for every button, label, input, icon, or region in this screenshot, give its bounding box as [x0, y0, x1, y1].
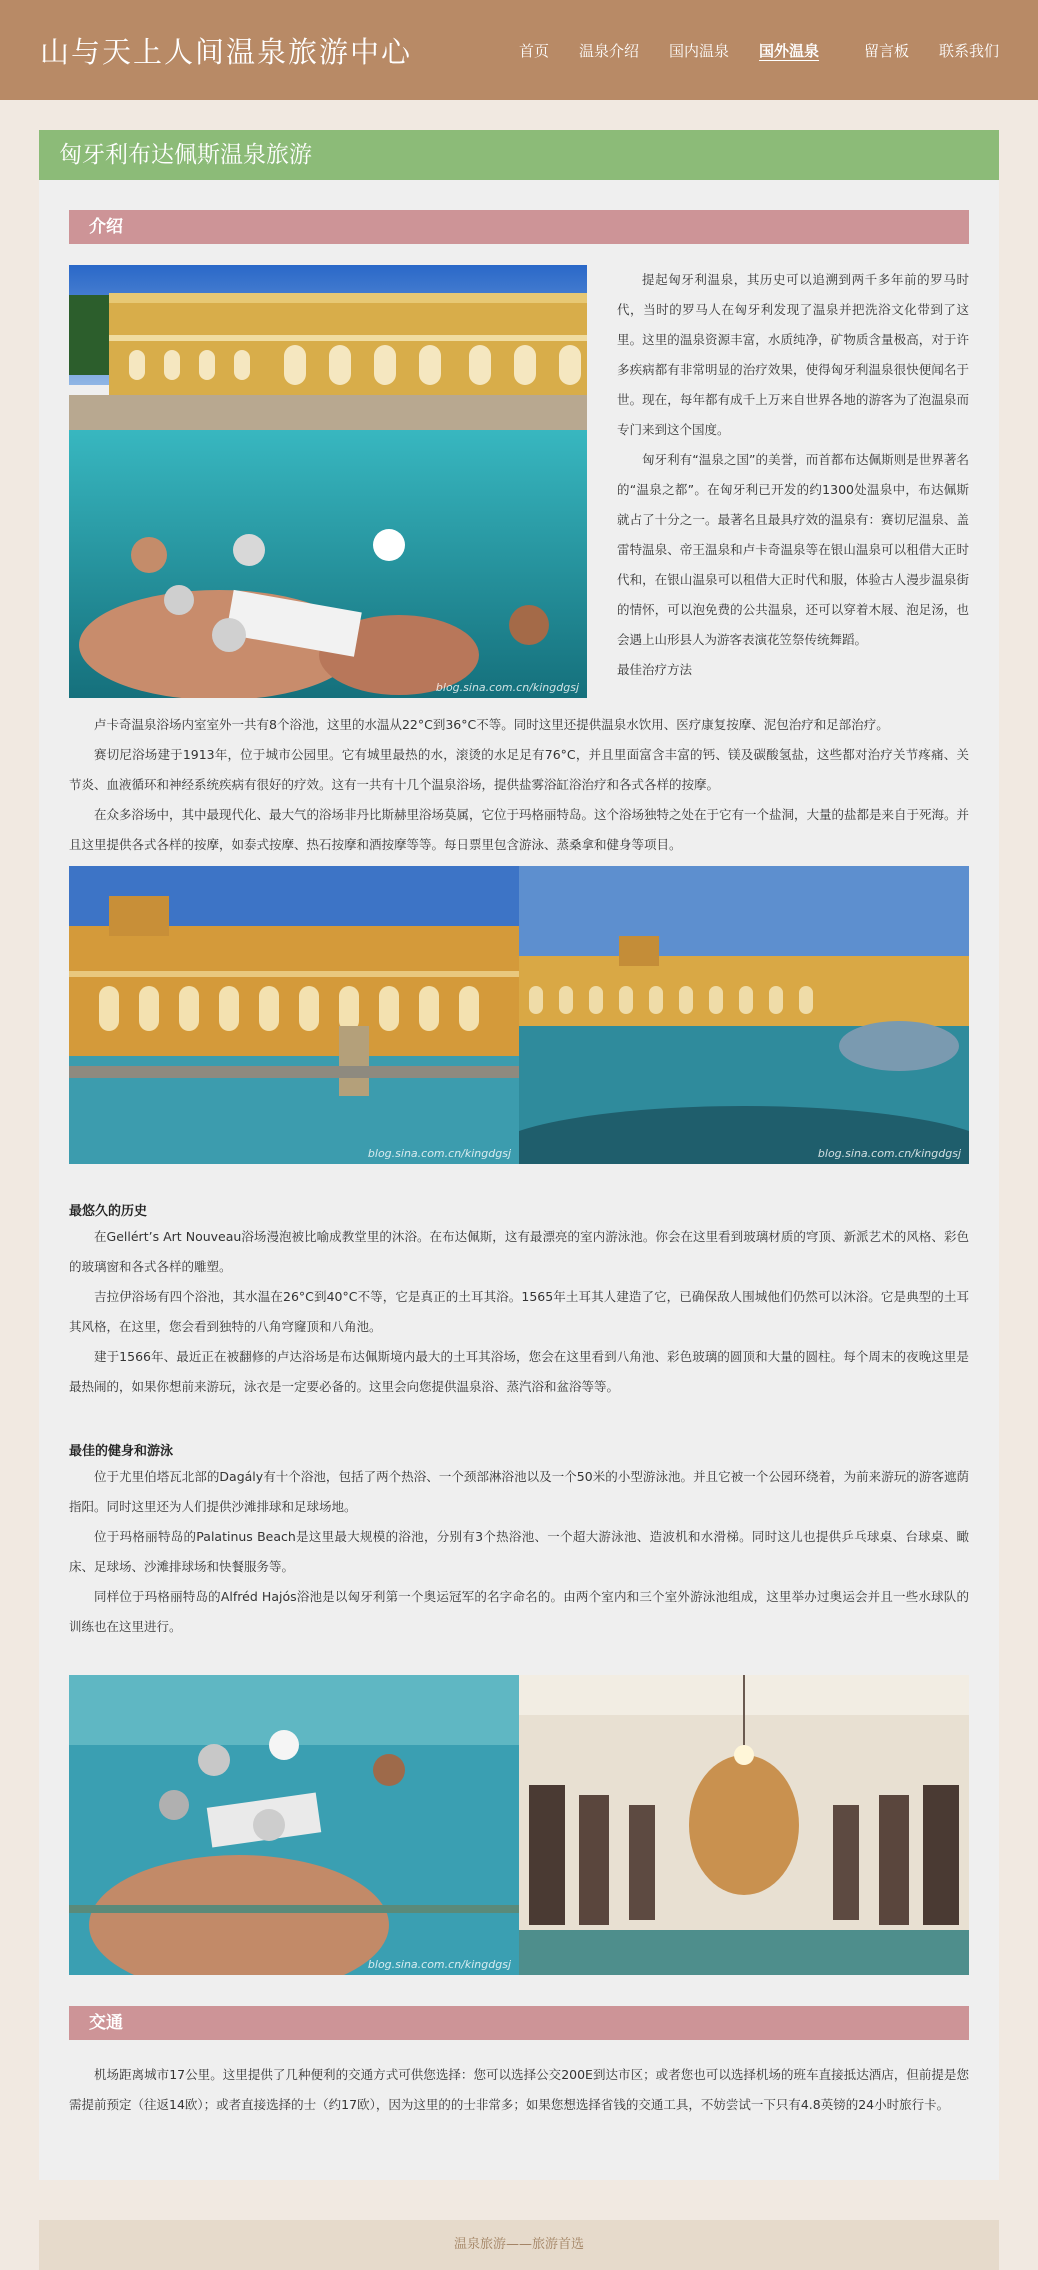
intro-paragraph: 在众多浴场中，其中最现代化、最大气的浴场非丹比斯赫里浴场莫属，它位于玛格丽特岛。这个浴场独特之处在于它有一个盐洞，大量的盐都是来自于死海。并且这里提供各式各样的按摩，如泰式按摩、热石按摩和酒按摩等等。每日票里包含游泳、蒸桑拿和健身等项目。 — [69, 807, 970, 852]
page-title: 匈牙利布达佩斯温泉旅游 — [39, 130, 999, 180]
bath-photo-panorama — [519, 866, 969, 1164]
photo-watermark: blog.sina.com.cn/kingdgsj — [817, 1147, 961, 1160]
photo-watermark: blog.sina.com.cn/kingdgsj — [367, 1958, 511, 1971]
intro-paragraph: 卢卡奇温泉浴场内室室外一共有8个浴池，这里的水温从22°C到36°C不等。同时这里还提供温泉水饮用、医疗康复按摩、泥包治疗和足部治疗。 — [94, 717, 889, 732]
bath-photo-interior — [519, 1675, 969, 1975]
nav-contact[interactable]: 联系我们 — [939, 42, 1000, 60]
intro-side-text — [617, 265, 969, 685]
fitness-paragraph: 位于玛格丽特岛的Palatinus Beach是这里最大规模的浴池，分别有3个热浴池、一个超大游泳池、造波机和水滑梯。同时这儿也提供乒乓球桌、台球桌、瞰床、足球场、沙滩排球场和快餐服务等。 — [69, 1529, 969, 1574]
intro-paragraph: 提起匈牙利温泉，其历史可以追溯到两千多年前的罗马时代，当时的罗马人在匈牙利发现了温泉并把洗浴文化带到了这里。这里的温泉资源丰富，水质纯净，矿物质含量极高，对于许多疾病都有非常明显的治疗效果，使得匈牙利温泉很快便闻名于世。现在，每年都有成千上万来自世界各地的游客为了泡温泉而专门来到这个国度。 — [617, 272, 969, 437]
fitness-text — [69, 1462, 969, 1642]
fitness-paragraph: 同样位于玛格丽特岛的Alfréd Hajós浴池是以匈牙利第一个奥运冠军的名字命名的。由两个室内和三个室外游泳池组成，这里举办过奥运会并且一些水球队的训练也在这里进行。 — [69, 1589, 969, 1634]
section-traffic-header: 交通 — [69, 2006, 969, 2040]
site-logo[interactable]: 山与天上人间温泉旅游中心 — [40, 35, 413, 69]
history-text — [69, 1222, 969, 1402]
nav-domestic[interactable]: 国内温泉 — [669, 42, 730, 60]
nav-overseas[interactable]: 国外温泉 — [759, 42, 820, 60]
intro-paragraph: 匈牙利有“温泉之国”的美誉，而首都布达佩斯则是世界著名的“温泉之都”。在匈牙利已开发的约1300处温泉中，布达佩斯就占了十分之一。最著名且最具疗效的温泉有：赛切尼温泉、盖雷特温泉、帝王温泉和卢卡奇温泉等在银山温泉可以租借大正时代和，在银山温泉可以租借大正时代和服，体验古人漫步温泉街的情怀，可以泡免费的公共温泉，还可以穿着木屐、泡足汤，也会遇上山形县人为游客表演花笠祭传统舞蹈。 — [617, 452, 969, 647]
intro-full-text — [69, 710, 969, 860]
nav-spring-intro[interactable]: 温泉介绍 — [579, 42, 640, 60]
fitness-paragraph: 位于尤里伯塔瓦北部的Dagály有十个浴池，包括了两个热浴、一个颈部淋浴池以及一个50米的小型游泳池。并且它被一个公园环绕着，为前来游玩的游客遮荫指阳。同时这里还为人们提供沙滩排球和足球场地。 — [69, 1469, 969, 1514]
nav-guestbook[interactable]: 留言板 — [864, 42, 910, 60]
bath-photo-chess — [69, 1675, 519, 1975]
nav-home[interactable]: 首页 — [519, 42, 550, 60]
photo-watermark: blog.sina.com.cn/kingdgsj — [367, 1147, 511, 1160]
section-intro-header: 介绍 — [69, 210, 969, 244]
history-paragraph: 在Gellért’s Art Nouveau浴场漫泡被比喻成教堂里的沐浴。在布达佩斯，这有最漂亮的室内游泳池。你会在这里看到玻璃材质的穹顶、新派艺术的风格、彩色的玻璃窗和各式各样的雕塑。 — [69, 1229, 969, 1274]
history-paragraph: 建于1566年、最近正在被翻修的卢达浴场是布达佩斯境内最大的土耳其浴场，您会在这里看到八角池、彩色玻璃的圆顶和大量的圆柱。每个周末的夜晚这里是最热闹的，如果你想前来游玩，泳衣是一定要必备的。这里会向您提供温泉浴、蒸汽浴和盆浴等等。 — [69, 1349, 969, 1394]
main-nav — [0, 40, 1038, 62]
traffic-text — [69, 2060, 969, 2120]
site-header — [0, 0, 1038, 100]
photo-watermark: blog.sina.com.cn/kingdgsj — [435, 681, 579, 694]
bath-photo-exterior — [69, 866, 519, 1164]
intro-paragraph: 赛切尼浴场建于1913年，位于城市公园里。它有城里最热的水，滚烫的水足足有76°C，并且里面富含丰富的钙、镁及碳酸氢盐，这些都对治疗关节疼痛、关节炎、血液循环和神经系统疾病有很好的疗效。这有一共有十几个温泉浴场，提供盐雾浴缸浴治疗和各式各样的按摩。 — [69, 747, 969, 792]
traffic-paragraph: 机场距离城市17公里。这里提供了几种便利的交通方式可供您选择：您可以选择公交200E到达市区；或者您也可以选择机场的班车直接抵达酒店，但前提是您需提前预定（往返14欧）；或者直接选择的士（约17欧），因为这里的的士非常多；如果您想选择省钱的交通工具，不妨尝试一下只有4.8英镑的24小时旅行卡。 — [69, 2067, 969, 2112]
site-footer: 温泉旅游——旅游首选 — [39, 2220, 999, 2270]
fitness-heading: 最佳的健身和游泳 — [69, 1444, 174, 1459]
bath-photo-main — [69, 265, 587, 698]
history-paragraph: 吉拉伊浴场有四个浴池，其水温在26°C到40°C不等，它是真正的土耳其浴。1565年土耳其人建造了它，已确保敌人围城他们仍然可以沐浴。它是典型的土耳其风格，在这里，您会看到独特的八角穹窿顶和八角池。 — [69, 1289, 969, 1334]
best-therapy-label: 最佳治疗方法 — [617, 662, 693, 677]
history-heading: 最悠久的历史 — [69, 1204, 148, 1219]
main-content — [39, 130, 999, 2180]
